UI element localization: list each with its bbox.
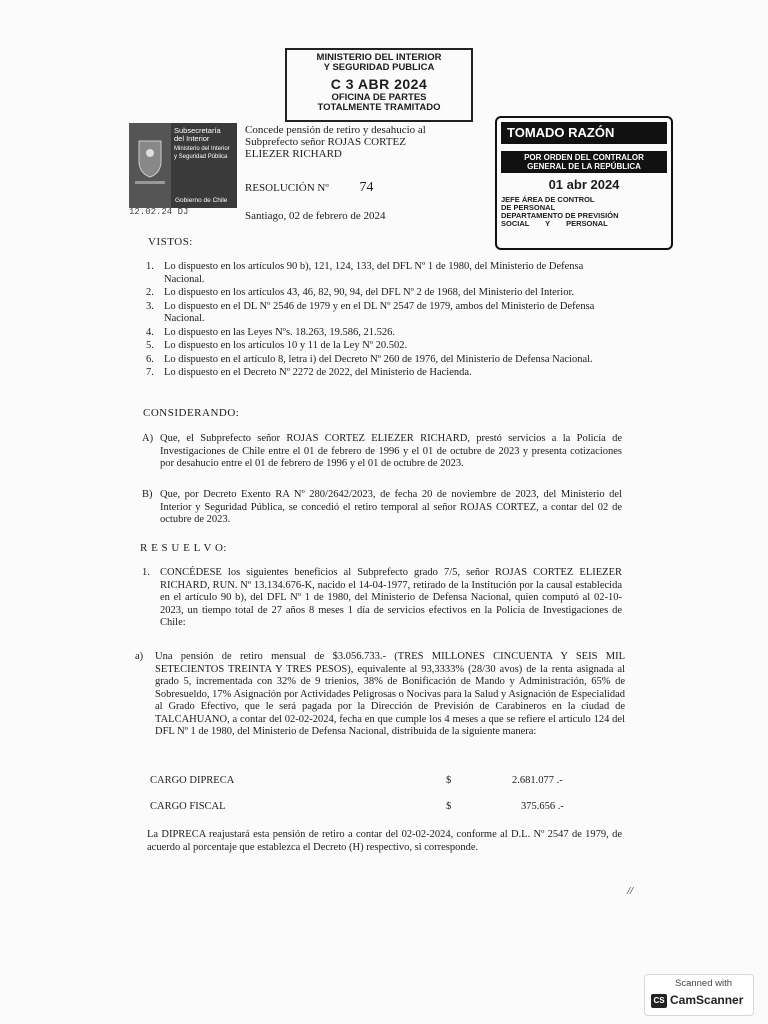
stamp-line: OFICINA DE PARTES xyxy=(331,92,427,103)
stamp-jefe xyxy=(501,196,667,228)
logo-line: Ministerio del Interior xyxy=(174,146,230,152)
closing-paragraph: La DIPRECA reajustará esta pensión de retiro a contar del 02-02-2024, conforme al D.L. Nº 2547 de 1979, de acuerdo al porcentaje que establezca el Decreto (H) respectivo, si corresponde. xyxy=(147,829,622,853)
item-number: 3. xyxy=(146,300,154,312)
vistos-list xyxy=(146,261,626,381)
para-text: CONCÉDESE los siguientes beneficios al Subprefecto grado 7/5, señor ROJAS CORTEZ ELIEZER RICHARD, RUN. Nº 13.134.676-K, nacido el 14-04-1977, retirado de la Institución por la causal establecida en el artículo 90 b), del DFL Nº 1 de 1980, del Ministerio de Defensa Nacional, quien computó al 02-10-2023, un tiempo total de 27 años 8 meses 1 día de servicios efectivos en la Policía de Investigaciones de Chile: xyxy=(160,567,622,628)
para-marker: a) xyxy=(135,651,144,662)
subsecretaria-logo xyxy=(129,123,237,208)
concede-heading xyxy=(245,124,475,160)
item-number: 2. xyxy=(146,287,154,298)
considerando-b xyxy=(142,489,622,527)
camscanner-watermark xyxy=(644,974,754,1016)
list-item xyxy=(146,340,626,353)
item-text: Lo dispuesto en el DL Nº 2546 de 1979 y en el DL Nº 2547 de 1979, ambos del Ministerio de Defensa Nacional. xyxy=(164,300,595,324)
stamp-orden-line: POR ORDEN DEL CONTRALOR xyxy=(524,153,644,162)
tomado-razon-stamp xyxy=(495,116,673,250)
item-text: Lo dispuesto en los artículos 90 b), 121, 124, 133, del DFL Nº 1 de 1980, del Ministerio de Defensa Nacional. xyxy=(164,261,584,285)
document-date: Santiago, 02 de febrero de 2024 xyxy=(245,210,386,222)
item-text: Lo dispuesto en el artículo 8, letra i) del Decreto Nº 260 de 1976, del Ministerio de Defensa Nacional. xyxy=(164,353,593,365)
para-marker: B) xyxy=(142,489,153,500)
stamp-jefe-line: DEPARTAMENTO DE PREVISIÓN xyxy=(501,211,619,220)
ministerio-stamp xyxy=(285,48,473,122)
stamp-jefe-line: DE PERSONAL xyxy=(501,203,556,212)
item-text: Lo dispuesto en los artículos 43, 46, 82, 90, 94, del DFL Nº 2 de 1968, del Ministerio del Interior. xyxy=(164,287,574,298)
document-page xyxy=(30,0,740,960)
resolucion-number: 74 xyxy=(359,180,374,195)
logo-text xyxy=(171,123,237,208)
stamp-date: 01 abr 2024 xyxy=(548,177,620,192)
cargo-dipreca-label: CARGO DIPRECA xyxy=(150,775,235,786)
cargo-fiscal-amount: 375.656 .- xyxy=(521,801,564,812)
stamp-line: Y SEGURIDAD PUBLICA xyxy=(323,62,435,73)
para-marker: 1. xyxy=(142,567,150,578)
cargo-dipreca-amount: 2.681.077 .- xyxy=(512,775,563,786)
camscanner-brand: CamScanner xyxy=(670,993,744,1007)
stamp-orden xyxy=(501,151,667,173)
page-mark: // xyxy=(627,885,634,897)
item-number: 6. xyxy=(146,353,154,365)
logo-gobierno: Gobierno de Chile xyxy=(175,197,228,204)
cargo-fiscal-label: CARGO FISCAL xyxy=(150,801,226,812)
stamp-date: C 3 ABR 2024 xyxy=(330,76,428,92)
list-item xyxy=(146,367,626,380)
stamp-title: TOMADO RAZÓN xyxy=(501,122,667,144)
considerando-label: CONSIDERANDO: xyxy=(143,407,240,419)
stamp-line: TOTALMENTE TRAMITADO xyxy=(317,102,441,113)
item-number: 5. xyxy=(146,340,154,351)
para-marker: A) xyxy=(142,433,154,444)
camscanner-icon: CS xyxy=(651,994,667,1008)
para-text: Que, por Decreto Exento RA Nº 280/2642/2023, de fecha 20 de noviembre de 2023, del Ministerio del Interior y Seguridad Pública, se concedió el retiro temporal al señor ROJAS CORTEZ, a contar del 02 de octubre de 2023. xyxy=(160,489,622,525)
item-number: 1. xyxy=(146,261,154,272)
stamp-jefe-line: SOCIAL Y PERSONAL xyxy=(501,219,608,228)
concede-line: ELIEZER RICHARD xyxy=(245,148,342,160)
logo-line: y Seguridad Pública xyxy=(174,154,228,160)
handwritten-note: 12.02.24 DJ xyxy=(129,207,189,217)
list-item xyxy=(146,354,626,367)
item-number: 7. xyxy=(146,367,154,378)
vistos-label: VISTOS: xyxy=(148,236,193,248)
logo-line: del Interior xyxy=(174,134,210,143)
stamp-orden-line: GENERAL DE LA REPÚBLICA xyxy=(527,162,641,171)
resuelvo-item-a xyxy=(135,651,625,739)
scanned-with-text: Scanned with xyxy=(675,978,733,989)
coat-of-arms-icon xyxy=(129,123,171,208)
stamp-line: MINISTERIO DEL INTERIOR xyxy=(316,52,442,63)
item-text: Lo dispuesto en los artículos 10 y 11 de la Ley Nº 20.502. xyxy=(164,340,408,351)
considerando-a xyxy=(142,433,622,471)
resolucion-label: RESOLUCIÓN Nº xyxy=(245,182,329,194)
resolucion xyxy=(245,180,374,196)
cargo-dipreca-currency: $ xyxy=(446,775,452,786)
resuelvo-label: R E S U E L V O: xyxy=(140,542,227,554)
cargo-fiscal-currency: $ xyxy=(446,801,452,812)
concede-line: Concede pensión de retiro y desahucio al xyxy=(245,124,426,136)
list-item xyxy=(146,261,626,286)
list-item xyxy=(146,301,626,326)
para-text: Que, el Subprefecto señor ROJAS CORTEZ ELIEZER RICHARD, prestó servicios a la Policía de Investigaciones de Chile entre el 01 de febrero de 1996 y el 01 de octubre de 2023 y presenta cotizaciones por desahucio entre el 01 de febrero de 1996 y el 01 de octubre de 2023. xyxy=(160,433,622,469)
item-text: Lo dispuesto en el Decreto Nº 2272 de 2022, del Ministerio de Hacienda. xyxy=(164,367,472,378)
para-text: Una pensión de retiro mensual de $3.056.733.- (TRES MILLONES CINCUENTA Y SEIS MIL SETECIENTOS TREINTA Y TRES PESOS), equivalente al 93,3333% (28/30 avos) de la renta asignada al grado 5, incrementada con 32% de 9 trienios, 38% de Bonificación de Mando y Administración, 65% de Sobresueldo, 17% Asignación por Actividades Peligrosas o Nocivas para la Salud y Asignación de Especialidad al Grado Efectivo, que le será pagada por la Dirección de Previsión de Carabineros en la ciudad de TALCAHUANO, a contar del 02-02-2024, fecha en que cumple los 4 meses a que se refiere el artículo 124 del DFL Nº 1 de 1980, del Ministerio de Defensa Nacional, distribuida de la siguiente manera: xyxy=(155,651,625,737)
item-number: 4. xyxy=(146,326,154,338)
resuelvo-item-1 xyxy=(142,567,622,630)
logo-line: Subsecretaría xyxy=(174,126,221,135)
stamp-jefe-line: JEFE ÁREA DE CONTROL xyxy=(501,195,595,204)
concede-line: Subprefecto señor ROJAS CORTEZ xyxy=(245,136,406,148)
list-item xyxy=(146,327,626,340)
item-text: Lo dispuesto en las Leyes Nºs. 18.263, 19.586, 21.526. xyxy=(164,326,396,338)
list-item xyxy=(146,287,626,300)
